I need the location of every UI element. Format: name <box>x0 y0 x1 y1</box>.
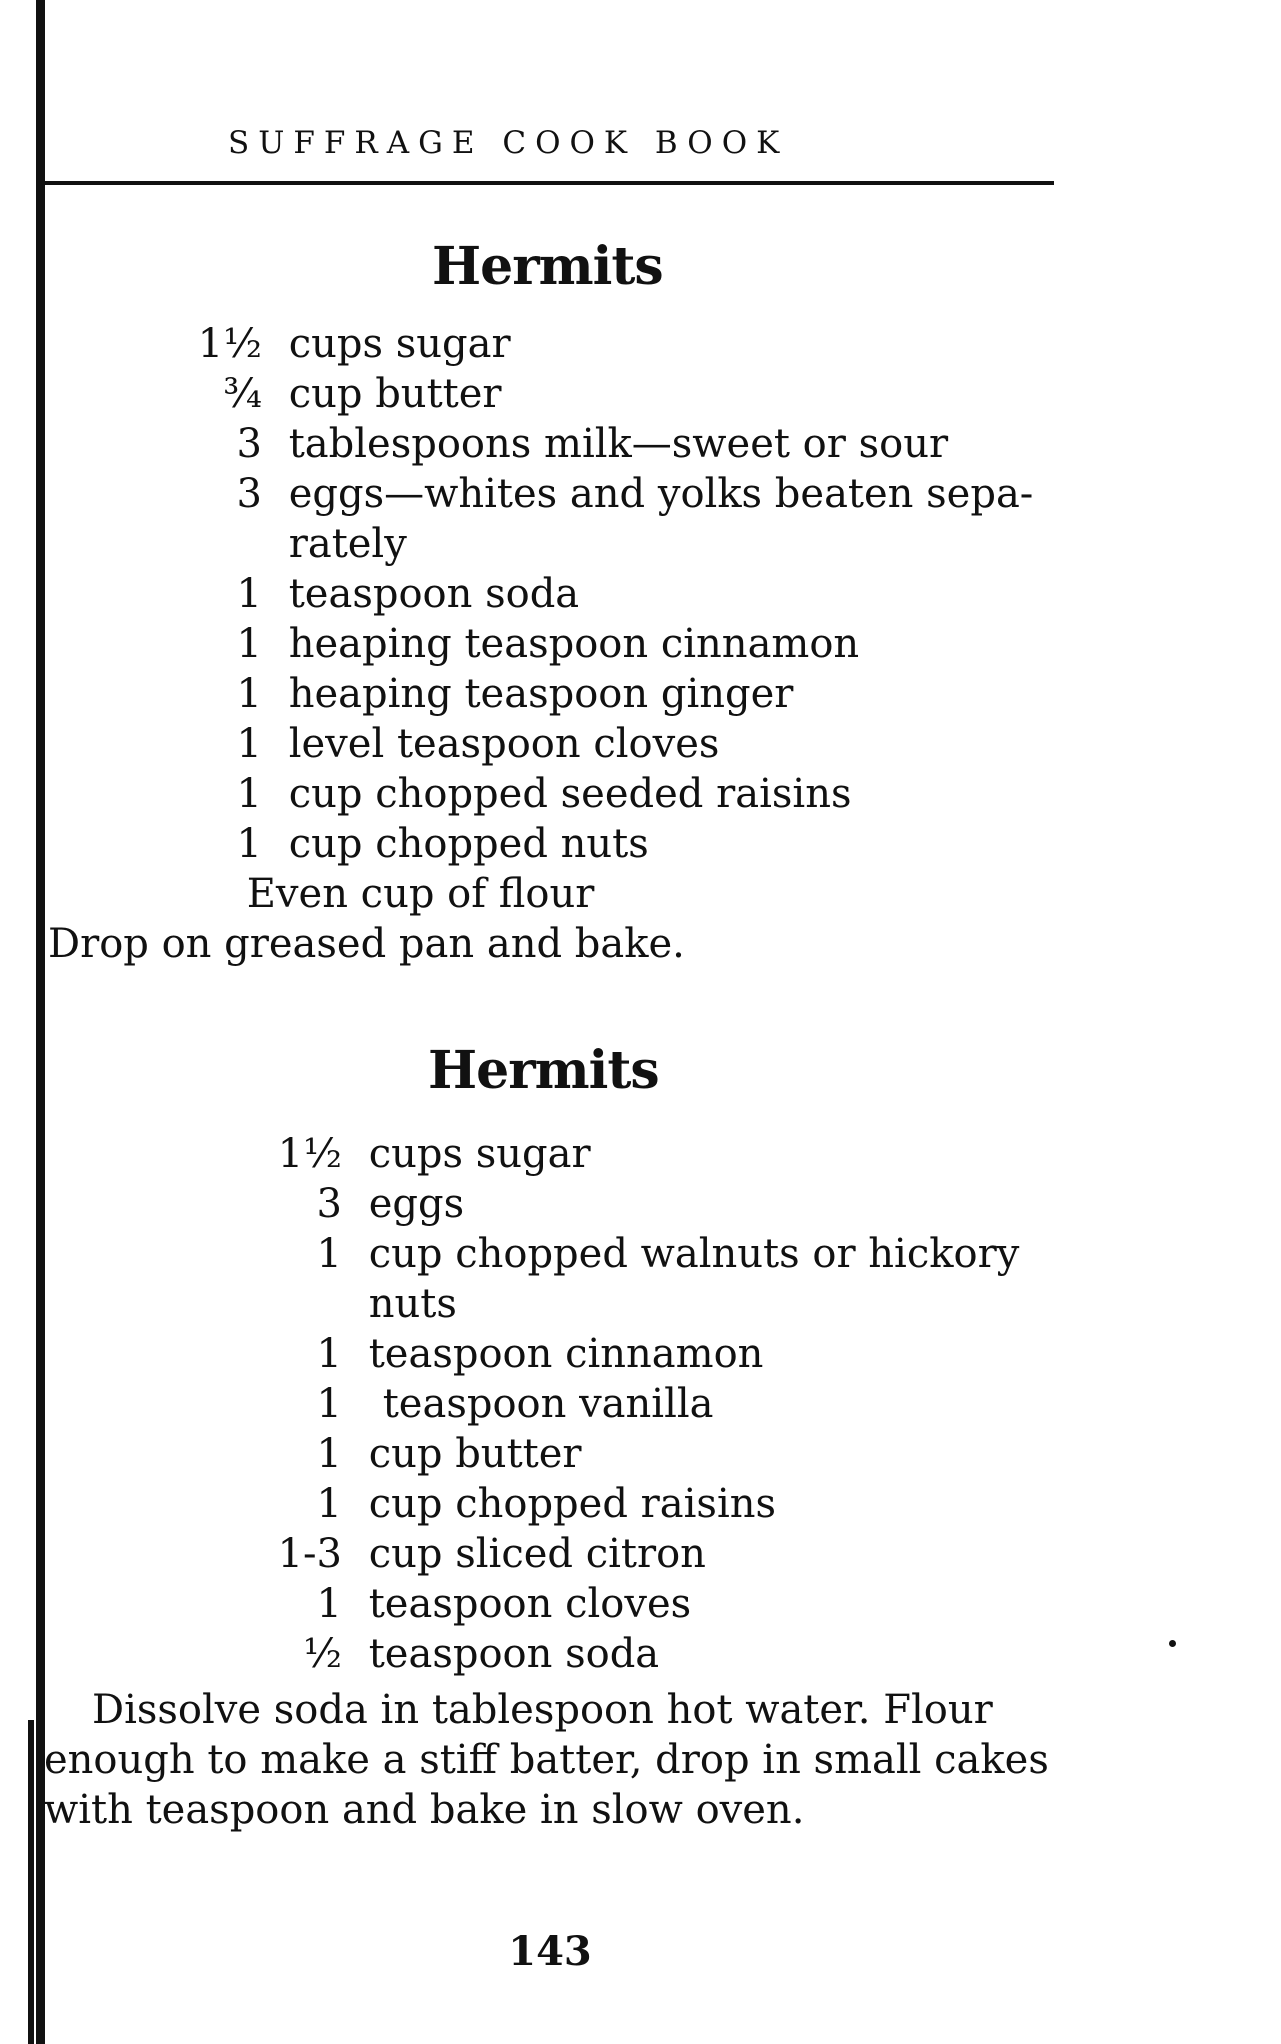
ingredient-text: level teaspoon cloves <box>288 721 720 767</box>
recipe-2-directions-line: with teaspoon and bake in slow oven. <box>44 1787 805 1833</box>
recipe-1-ingredient-continuation <box>182 522 407 566</box>
binding-edge-shadow-lower <box>28 1720 34 2044</box>
ingredient-qty: ½ <box>303 1631 342 1677</box>
ingredient-text: cup butter <box>288 371 502 417</box>
ingredient-text: cup butter <box>368 1431 582 1477</box>
recipe-2-ingredient <box>262 1432 582 1476</box>
ingredient-text: cups sugar <box>368 1131 591 1177</box>
ingredient-text: tablespoons milk—sweet or sour <box>288 421 949 467</box>
ingredient-text: nuts <box>368 1281 457 1327</box>
page-number: 143 <box>508 1928 592 1975</box>
recipe-1-directions: Drop on greased pan and bake. <box>48 921 685 967</box>
header-rule <box>44 181 1054 185</box>
recipe-1-ingredient <box>182 622 859 666</box>
ingredient-text: cup chopped walnuts or hickory <box>368 1231 1020 1277</box>
recipe-1-ingredient <box>182 422 948 466</box>
ingredient-text: heaping teaspoon cinnamon <box>288 621 860 667</box>
recipe-1-ingredient <box>182 322 511 366</box>
recipe-2-ingredient <box>262 1182 464 1226</box>
ingredient-text: cup sliced citron <box>368 1531 706 1577</box>
ingredient-text: heaping teaspoon ginger <box>288 671 794 717</box>
ingredient-text: cup chopped nuts <box>288 821 649 867</box>
ingredient-text: teaspoon soda <box>368 1631 660 1677</box>
ingredient-qty: 1 <box>236 721 262 767</box>
ingredient-text: cup chopped seeded raisins <box>288 771 852 817</box>
ingredient-qty: 1 <box>316 1331 342 1377</box>
recipe-2-ingredient-continuation <box>262 1282 457 1326</box>
ingredient-qty: 1 <box>316 1231 342 1277</box>
recipe-2-directions-line: enough to make a stiff batter, drop in small cakes <box>44 1737 1049 1783</box>
ingredient-qty: 1 <box>236 621 262 667</box>
recipe-2-title: Hermits <box>428 1040 659 1101</box>
ingredient-qty: 3 <box>236 471 262 517</box>
ingredient-text: rately <box>288 521 407 567</box>
ingredient-text: teaspoon cloves <box>368 1581 692 1627</box>
ingredient-qty: 1 <box>236 571 262 617</box>
print-speck <box>1169 1640 1176 1647</box>
ingredient-qty: 1 <box>316 1481 342 1527</box>
ingredient-text: Even cup of flour <box>246 871 595 917</box>
ingredient-text: teaspoon vanilla <box>382 1381 714 1427</box>
recipe-2-ingredient <box>262 1132 591 1176</box>
recipe-1-ingredient <box>182 772 852 816</box>
ingredient-text: cups sugar <box>288 321 511 367</box>
ingredient-text: teaspoon cinnamon <box>368 1331 764 1377</box>
recipe-1-ingredient <box>182 672 793 716</box>
running-header: SUFFRAGE COOK BOOK <box>228 125 789 161</box>
ingredient-qty: 1 <box>316 1431 342 1477</box>
recipe-1-ingredient <box>182 722 719 766</box>
ingredient-qty: 3 <box>236 421 262 467</box>
ingredient-qty: 1 <box>236 771 262 817</box>
ingredient-text: eggs <box>368 1181 465 1227</box>
ingredient-qty: 1-3 <box>277 1531 342 1577</box>
recipe-2-directions-line: Dissolve soda in tablespoon hot water. Flour <box>92 1687 993 1733</box>
ingredient-text: eggs—whites and yolks beaten sepa- <box>288 471 1034 517</box>
recipe-1-title: Hermits <box>432 236 663 297</box>
recipe-2-ingredient <box>262 1232 1019 1276</box>
recipe-2-ingredient <box>262 1582 691 1626</box>
recipe-2-ingredient <box>262 1632 659 1676</box>
ingredient-qty: 3 <box>316 1181 342 1227</box>
ingredient-qty: 1 <box>236 821 262 867</box>
recipe-2-ingredient <box>262 1482 776 1526</box>
ingredient-qty: 1 <box>316 1581 342 1627</box>
recipe-1-ingredient <box>182 372 502 416</box>
ingredient-text: teaspoon soda <box>288 571 580 617</box>
recipe-1-ingredient <box>182 472 1033 516</box>
ingredient-qty: 1 <box>236 671 262 717</box>
ingredient-qty: ¾ <box>223 371 262 417</box>
recipe-1-ingredient <box>234 872 594 916</box>
ingredient-qty: 1½ <box>197 321 262 367</box>
recipe-1-ingredient <box>182 572 579 616</box>
ingredient-qty: 1 <box>316 1381 342 1427</box>
recipe-2-ingredient <box>262 1532 706 1576</box>
recipe-1-ingredient <box>182 822 649 866</box>
ingredient-text: cup chopped raisins <box>368 1481 777 1527</box>
recipe-2-ingredient <box>262 1382 714 1426</box>
ingredient-qty: 1½ <box>277 1131 342 1177</box>
recipe-2-ingredient <box>262 1332 763 1376</box>
